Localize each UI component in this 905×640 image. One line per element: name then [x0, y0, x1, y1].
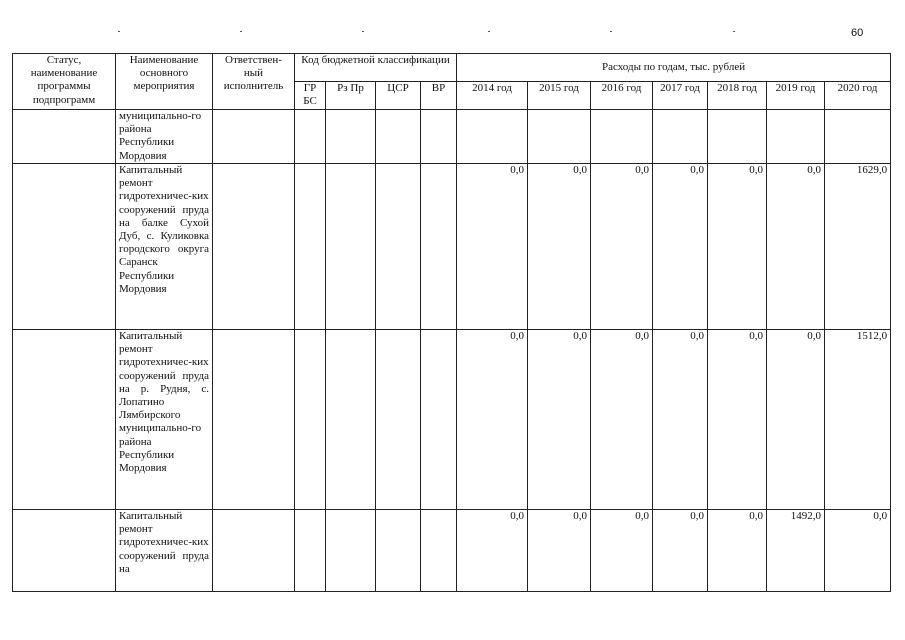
value-cell: 0,0 — [591, 164, 653, 330]
header-activity: Наименование основного мероприятия — [116, 54, 213, 110]
scan-mark — [610, 31, 612, 32]
header-year: 2019 год — [767, 82, 825, 110]
status-cell — [13, 510, 116, 592]
value-cell: 0,0 — [653, 510, 708, 592]
vr-cell — [421, 510, 457, 592]
header-year: 2015 год — [528, 82, 591, 110]
executor-cell — [213, 510, 295, 592]
value-cell: 0,0 — [457, 510, 528, 592]
vr-cell — [421, 164, 457, 330]
value-cell — [767, 110, 825, 164]
grbs-cell — [295, 164, 326, 330]
budget-table — [12, 53, 891, 592]
value-cell — [653, 110, 708, 164]
scan-mark — [362, 31, 364, 32]
scan-mark — [240, 31, 242, 32]
activity-name: Капитальный ремонт гидротехничес-ких сооружений пруда на балке Сухой Дуб, с. Куликовка городского округа Саранск Республики Мордовия — [116, 164, 213, 330]
scan-mark — [733, 31, 735, 32]
header-expenses: Расходы по годам, тыс. рублей — [457, 54, 891, 82]
table-row — [13, 110, 891, 164]
csr-cell — [376, 164, 421, 330]
value-cell: 0,0 — [528, 164, 591, 330]
csr-cell — [376, 110, 421, 164]
status-cell — [13, 330, 116, 510]
value-cell: 1492,0 — [767, 510, 825, 592]
vr-cell — [421, 330, 457, 510]
header-year: 2017 год — [653, 82, 708, 110]
status-cell — [13, 164, 116, 330]
value-cell: 0,0 — [528, 510, 591, 592]
activity-name: Капитальный ремонт гидротехничес-ких сооружений пруда на р. Рудня, с. Лопатино Лямбирского муниципально-го района Республики Мордовия — [116, 330, 213, 510]
rzpr-cell — [326, 110, 376, 164]
csr-cell — [376, 330, 421, 510]
value-cell — [457, 110, 528, 164]
rzpr-cell — [326, 510, 376, 592]
header-grbs: ГР БС — [295, 82, 326, 110]
value-cell: 0,0 — [528, 330, 591, 510]
value-cell: 0,0 — [457, 164, 528, 330]
header-year: 2020 год — [825, 82, 891, 110]
header-budget-code: Код бюджетной классификации — [295, 54, 457, 82]
executor-cell — [213, 164, 295, 330]
header-csr: ЦСР — [376, 82, 421, 110]
header-year: 2016 год — [591, 82, 653, 110]
value-cell — [708, 110, 767, 164]
table-row — [13, 510, 891, 592]
status-cell — [13, 110, 116, 164]
table-row — [13, 164, 891, 330]
grbs-cell — [295, 330, 326, 510]
value-cell: 0,0 — [708, 330, 767, 510]
rzpr-cell — [326, 330, 376, 510]
header-year: 2018 год — [708, 82, 767, 110]
vr-cell — [421, 110, 457, 164]
page-number: 60 — [851, 27, 864, 39]
scan-mark — [488, 31, 490, 32]
value-cell: 0,0 — [591, 330, 653, 510]
grbs-cell — [295, 510, 326, 592]
executor-cell — [213, 110, 295, 164]
value-cell: 0,0 — [653, 330, 708, 510]
activity-name: Капитальный ремонт гидротехничес-ких сооружений пруда на — [116, 510, 213, 592]
table-row — [13, 330, 891, 510]
rzpr-cell — [326, 164, 376, 330]
value-cell: 0,0 — [591, 510, 653, 592]
value-cell: 0,0 — [708, 510, 767, 592]
value-cell: 0,0 — [457, 330, 528, 510]
header-rzpr: Рз Пр — [326, 82, 376, 110]
header-status: Статус, наименование программы подпрограмм — [13, 54, 116, 110]
value-cell — [825, 110, 891, 164]
value-cell: 1512,0 — [825, 330, 891, 510]
header-executor: Ответствен-ный исполнитель — [213, 54, 295, 110]
value-cell: 0,0 — [825, 510, 891, 592]
value-cell: 0,0 — [767, 330, 825, 510]
value-cell: 0,0 — [708, 164, 767, 330]
activity-name: муниципально-го района Республики Мордовия — [116, 110, 213, 164]
value-cell — [591, 110, 653, 164]
csr-cell — [376, 510, 421, 592]
value-cell: 0,0 — [653, 164, 708, 330]
header-vr: ВР — [421, 82, 457, 110]
value-cell: 0,0 — [767, 164, 825, 330]
header-year: 2014 год — [457, 82, 528, 110]
value-cell: 1629,0 — [825, 164, 891, 330]
executor-cell — [213, 330, 295, 510]
value-cell — [528, 110, 591, 164]
scan-mark — [118, 31, 120, 32]
grbs-cell — [295, 110, 326, 164]
